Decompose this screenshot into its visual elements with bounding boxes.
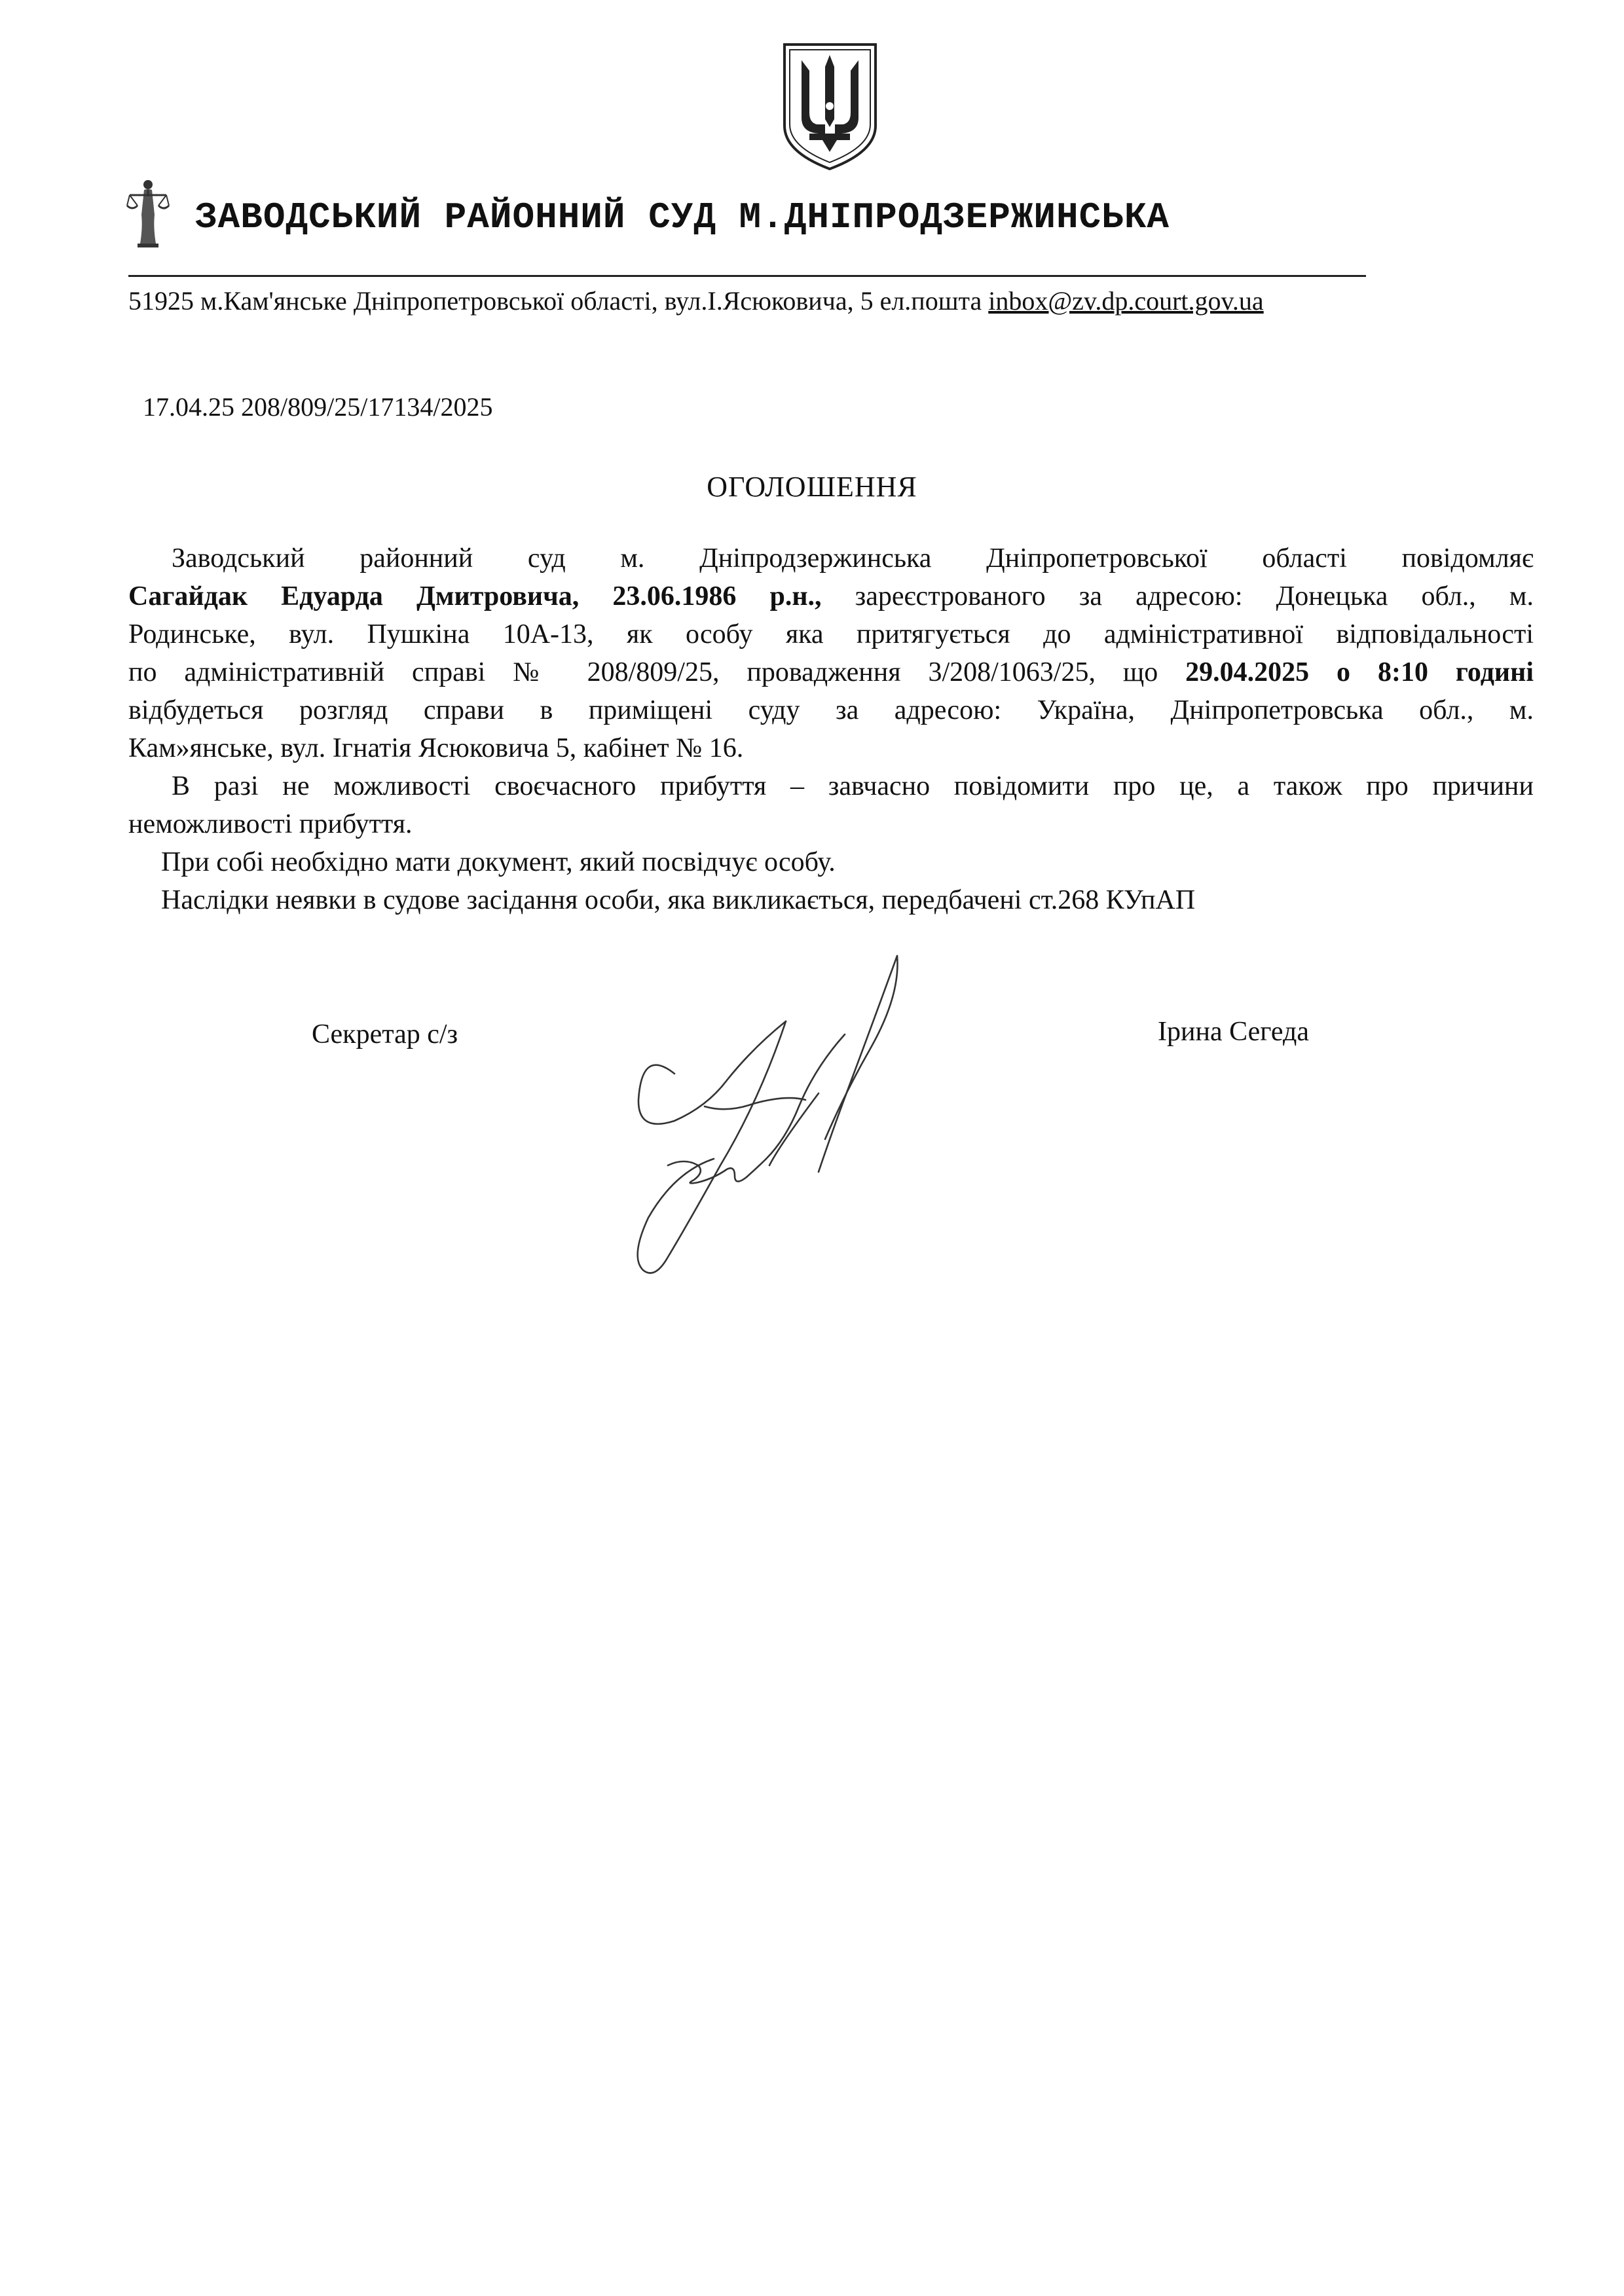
court-name: ЗАВОДСЬКИЙ РАЙОННИЙ СУД М.ДНІПРОДЗЕРЖИНСЬКА	[195, 196, 1170, 238]
body-line-1: Заводський районний суд м. Дніпродзержинська Дніпропетровської області повідомляє	[172, 543, 1534, 574]
body-line-8: неможливості прибуття.	[128, 809, 413, 839]
body-line	[128, 653, 1534, 691]
document-reference: 17.04.25 208/809/25/17134/2025	[143, 392, 493, 422]
body-line	[128, 881, 1534, 919]
body-line	[128, 843, 1534, 881]
body-line-7: В разі не можливості своєчасного прибуття – завчасно повідомити про це, а також про причини	[172, 771, 1534, 801]
body-line-6: Кам»янське, вул. Ігнатія Ясюковича 5, кабінет № 16.	[128, 733, 744, 763]
body-line	[128, 577, 1534, 615]
header-divider	[128, 275, 1366, 277]
hearing-datetime: 29.04.2025 о 8:10 годині	[1185, 657, 1534, 687]
body-line-4: по адміністративній справі № 208/809/25, провадження 3/208/1063/25, що	[128, 657, 1186, 687]
trident-emblem-icon	[779, 41, 881, 172]
court-address-text: 51925 м.Кам'янське Дніпропетровської області, вул.І.Ясюковича, 5 ел.пошта	[128, 286, 989, 316]
body-line-2: зареєстрованого за адресою: Донецька обл., м.	[821, 581, 1534, 611]
body-line-10: Наслідки неявки в судове засідання особи, яка викликається, передбачені ст.268 КУпАП	[161, 885, 1196, 915]
lady-justice-icon	[126, 175, 170, 249]
court-email-link[interactable]: inbox@zv.dp.court.gov.ua	[988, 286, 1264, 316]
court-address	[128, 285, 1264, 316]
document-title: ОГОЛОШЕННЯ	[707, 471, 917, 503]
secretary-name: Ірина Сегеда	[1158, 1017, 1310, 1047]
body-line	[128, 539, 1534, 577]
body-line-5: відбудеться розгляд справи в приміщені суду за адресою: Україна, Дніпропетровська обл., м.	[128, 695, 1534, 725]
handwritten-signature	[570, 949, 995, 1303]
person-name: Сагайдак Едуарда Дмитровича, 23.06.1986 р.н.,	[128, 581, 822, 611]
announcement-body	[128, 539, 1534, 919]
body-line-9: При собі необхідно мати документ, який посвідчує особу.	[161, 847, 836, 877]
body-line	[128, 767, 1534, 805]
body-line-3: Родинське, вул. Пушкіна 10А-13, як особу яка притягується до адміністративної відповідальності	[128, 619, 1534, 649]
secretary-role: Секретар с/з	[312, 1019, 458, 1049]
